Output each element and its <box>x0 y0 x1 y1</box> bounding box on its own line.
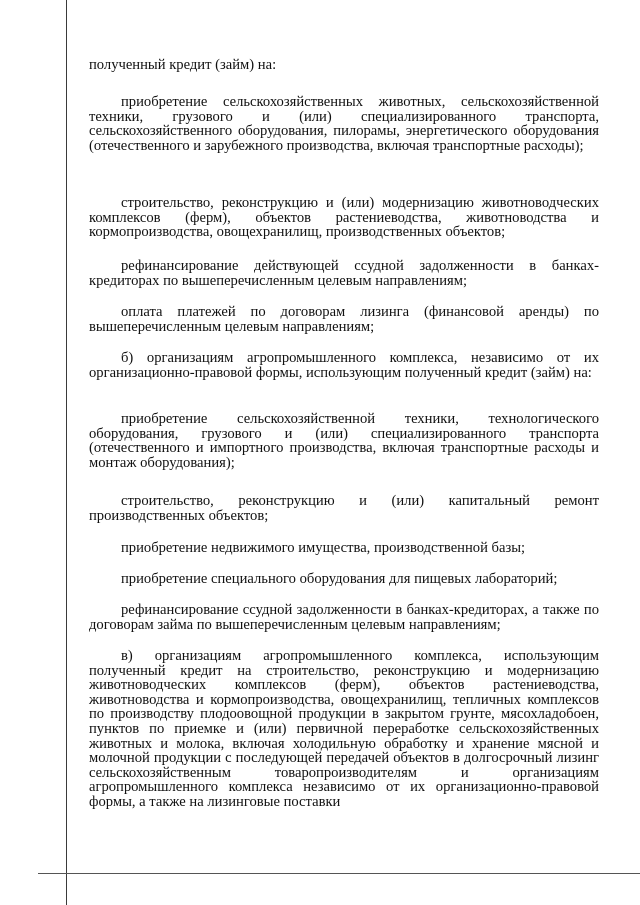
paragraph-section-v: в) организациям агропромышленного комплекса, использующим полученный кредит на строительство, реконструкцию и модернизацию животноводческих комплексов (ферм), объектов растениеводства, животноводства и кормопроизводства, овощехранилищ, тепличных комплексов по производству плодоовощной продукции в закрытом грунте, мясохладобоен, пунктов по приемке и (или) первичной переработке сельскохозяйственных животных и молока, включая холодильную обработку и хранение мясной и молочной продукции с последующей передачей объектов в долгосрочный лизинг сельскохозяйственным товаропроизводителям и организациям агропромышленного комплекса независимо от их организационно-правовой формы, а также на лизинговые поставки <box>89 648 599 810</box>
paragraph-section-b: б) организациям агропромышленного комплекса, независимо от их организационно-правовой формы, использующим полученный кредит (займ) на: <box>89 350 599 381</box>
paragraph-leasing: оплата платежей по договорам лизинга (финансовой аренды) по вышеперечисленным целевым направлениям; <box>89 304 599 335</box>
scan-bottom-line <box>38 873 640 874</box>
paragraph-purchase-equipment: приобретение сельскохозяйственной техники, технологического оборудования, грузового и (или) специализированного транспорта (отечественного и импортного производства, включая транспортные расходы и монтаж оборудования); <box>89 411 599 471</box>
paragraph-real-estate: приобретение недвижимого имущества, производственной базы; <box>121 540 526 556</box>
paragraph-refinancing: рефинансирование действующей ссудной задолженности в банках-кредиторах по вышеперечисленным целевым направлениям; <box>89 258 599 289</box>
paragraph-intro: полученный кредит (займ) на: <box>89 57 277 73</box>
paragraph-construction: строительство, реконструкцию и (или) модернизацию животноводческих комплексов (ферм), объектов растениеводства, животноводства и кормопроизводства, овощехранилищ, производственных объектов; <box>89 195 599 241</box>
paragraph-purchase-animals: приобретение сельскохозяйственных животных, сельскохозяйственной техники, грузового и (или) специализированного транспорта, сельскохозяйственного оборудования, пилорамы, энергетического оборудования (отечественного и зарубежного производства, включая транспортные расходы); <box>89 94 599 154</box>
paragraph-lab-equipment: приобретение специального оборудования для пищевых лабораторий; <box>121 571 558 587</box>
paragraph-refinancing-loans: рефинансирование ссудной задолженности в банках-кредиторах, а также по договорам займа по вышеперечисленным целевым направлениям; <box>89 602 599 633</box>
scan-margin-line <box>66 0 67 905</box>
paragraph-capital-repair: строительство, реконструкцию и (или) капитальный ремонт производственных объектов; <box>89 493 599 524</box>
